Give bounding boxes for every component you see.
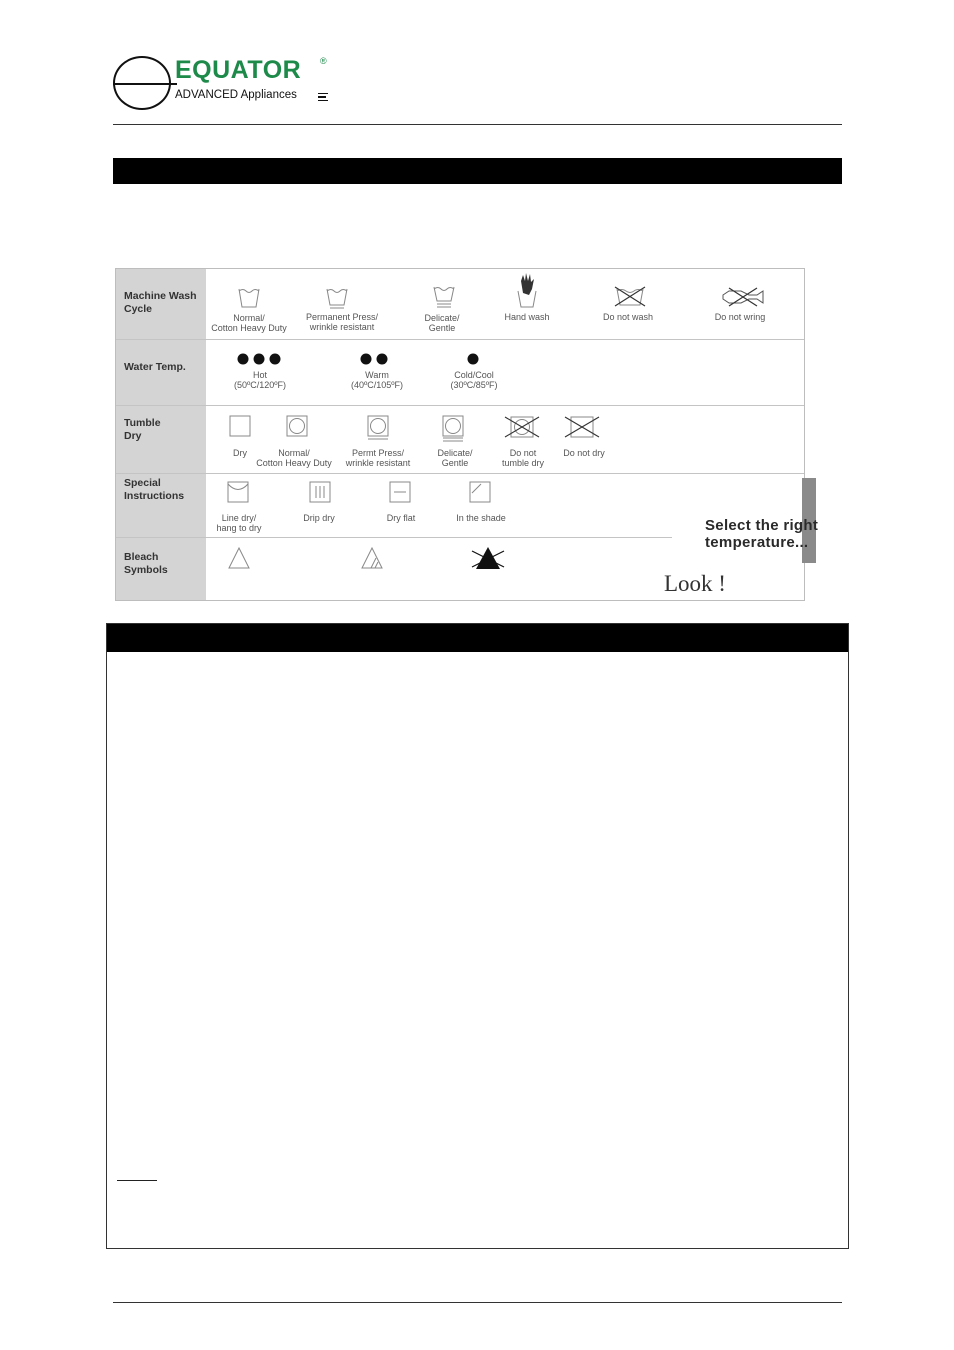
do-not-bleach-icon — [470, 545, 506, 571]
wash-tub-delicate-icon — [432, 281, 456, 309]
caption-do-not-wring: Do not wring — [714, 312, 766, 322]
section-title-bar — [113, 158, 842, 184]
row-divider — [116, 405, 804, 406]
row-divider — [116, 473, 804, 474]
caption-wash-normal: Normal/ Cotton Heavy Duty — [211, 313, 287, 333]
care-symbols-chart — [115, 268, 805, 601]
caption-tumble-permanent-press: Permt Press/ wrinkle resistant — [345, 448, 411, 468]
row-divider — [116, 339, 804, 340]
note-underline — [117, 1180, 157, 1181]
caption-wash-permanent-press: Permanent Press/ wrinkle resistant — [305, 312, 379, 332]
caption-dry-flat: Dry flat — [386, 513, 416, 523]
tumble-dry-normal-icon — [286, 415, 308, 437]
do-not-wring-icon — [721, 287, 765, 307]
row-label-bleach: Bleach Symbols — [124, 551, 168, 576]
caption-in-the-shade: In the shade — [456, 513, 506, 523]
caption-do-not-tumble-dry: Do not tumble dry — [501, 448, 545, 468]
caption-hot: Hot (50ºC/120ºF) — [233, 370, 287, 390]
brand-logo — [113, 56, 343, 114]
bleach-non-chlorine-icon — [360, 546, 384, 570]
wash-tub-permanent-press-icon — [325, 283, 349, 309]
logo-line-mark — [113, 83, 177, 85]
look-note: Look ! — [664, 571, 726, 596]
hand-wash-icon — [515, 271, 539, 309]
caption-cold: Cold/Cool (30ºC/85ºF) — [450, 370, 498, 390]
caption-tumble-normal: Normal/ Cotton Heavy Duty — [256, 448, 332, 468]
header-rule — [113, 124, 842, 125]
tumble-dry-permanent-press-icon — [366, 415, 390, 441]
line-dry-icon — [227, 481, 249, 503]
row-label-machine-wash: Machine Wash Cycle — [124, 290, 197, 315]
content-box-header-bar — [107, 624, 848, 652]
caption-dry: Dry — [233, 448, 247, 458]
dry-in-shade-icon — [469, 481, 491, 503]
footer-rule — [113, 1302, 842, 1303]
caption-do-not-wash: Do not wash — [602, 312, 654, 322]
caption-warm: Warm (40ºC/105ºF) — [350, 370, 404, 390]
three-dots-icon — [237, 353, 281, 365]
caption-hand-wash: Hand wash — [504, 312, 550, 322]
drip-dry-icon — [309, 481, 331, 503]
do-not-wash-icon — [613, 285, 647, 307]
logo-tagline: ADVANCED Appliances — [175, 89, 297, 101]
content-box — [106, 623, 849, 1249]
caption-drip-dry: Drip dry — [303, 513, 335, 523]
logo-registered-mark: ® — [320, 56, 327, 66]
logo-lines-icon — [318, 93, 328, 101]
do-not-tumble-dry-icon — [504, 415, 540, 439]
row-divider — [116, 537, 672, 538]
dry-flat-icon — [389, 481, 411, 503]
tumble-dry-delicate-icon — [441, 415, 465, 443]
one-dot-icon — [467, 353, 479, 365]
bleach-any-icon — [227, 546, 251, 570]
caption-line-dry: Line dry/ hang to dry — [216, 513, 262, 533]
caption-tumble-delicate: Delicate/ Gentle — [437, 448, 473, 468]
row-label-special-instructions: Special Instructions — [124, 477, 185, 502]
row-label-tumble-dry: Tumble Dry — [124, 417, 161, 442]
select-temperature-note: Select the right temperature... — [705, 517, 819, 551]
wash-tub-icon — [237, 283, 261, 309]
dry-square-icon — [229, 415, 251, 437]
row-label-water-temp: Water Temp. — [124, 361, 186, 373]
caption-wash-delicate: Delicate/ Gentle — [424, 313, 460, 333]
caption-do-not-dry: Do not dry — [563, 448, 605, 458]
two-dots-icon — [360, 353, 388, 365]
do-not-dry-icon — [564, 415, 600, 439]
logo-brand-name: EQUATOR — [175, 56, 302, 84]
